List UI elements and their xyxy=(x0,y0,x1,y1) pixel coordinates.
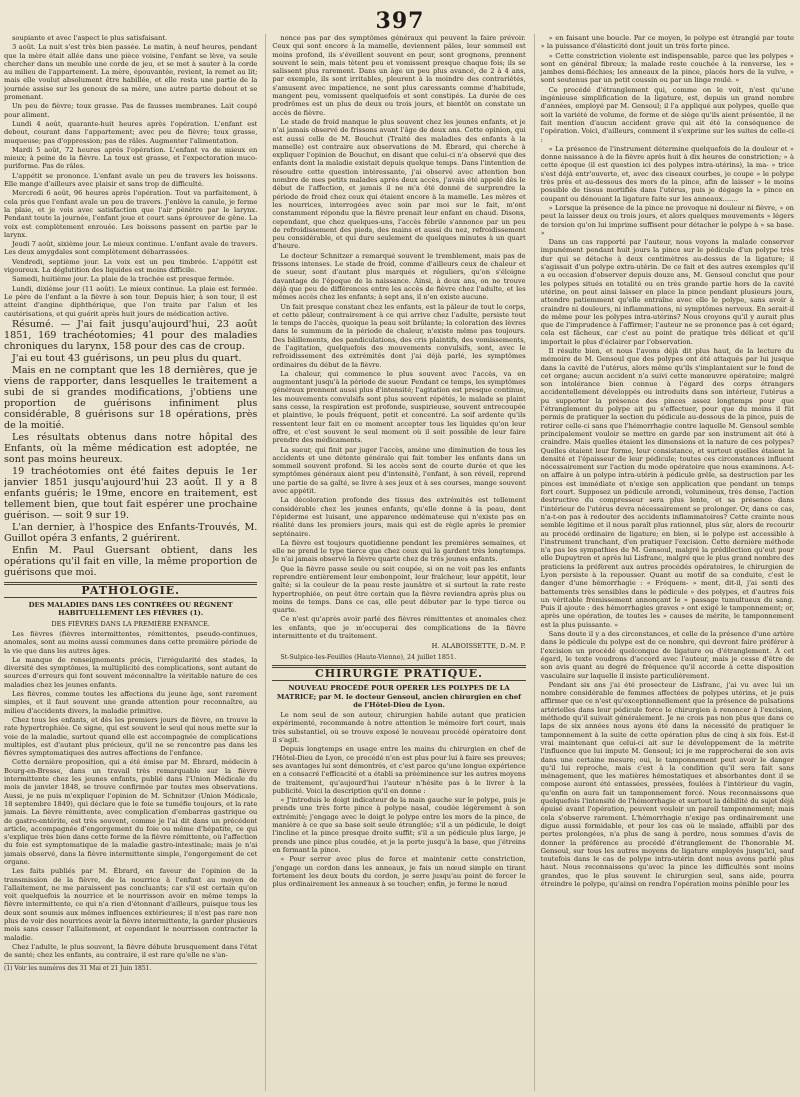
paragraph: La décoloration profonde des tissus des extrémités est tellement considérable chez les jeunes enfants, qu'elle donne à la peau, dont l'épiderme est luisant, une apparence œdémateuse qui n'existe pas en réalité dans les premiers jours, mais qui est de règle après le premier septénaire. xyxy=(272,496,526,538)
paragraph: Sans doute il y a des circonstances, et celle de la présence d'une artère dans le pédicule du polype est de ce nombre, qui devront faire préférer à l'excision un procédé quelconque de ligature ou d'étranglement. À cet égard, le texte voudrons d'accord avec l'auteur, mais je cesse d'être de son avis quant au degré de fréquence qu'il accorde à cette disposition vasculaire sur laquelle il insiste particulièrement. xyxy=(540,630,794,680)
summary-paragraph: Les résultats obtenus dans notre hôpital des Enfants, où la même médication est adoptée, ne sont pas moins heureux. xyxy=(4,431,258,465)
page-number: 397 xyxy=(375,8,425,34)
paragraph: Ce n'est qu'après avoir parlé des fièvres rémittentes et anomales chez les enfants, que je m'occuperai des complications de la fièvre intermittente et du traitement. xyxy=(272,615,526,641)
place-date: St-Sulpice-les-Feuilles (Haute-Vienne), 24 juillet 1851. xyxy=(280,652,457,661)
author-signature: H. ALABOISSETTE, D.-M. P. xyxy=(431,642,526,651)
paragraph: Depuis longtemps en usage entre les mains du chirurgien en chef de l'Hôtel-Dieu de Lyon, ce procédé n'en est plus pour lui à faire ses preuves; ses avantages lui sont démontrés, et c'est parce qu'une longue expérience en a consacré l'efficacité et a établi sa prééminence sur les autres moyens de traitement, qu'aujourd'hui l'auteur n'hésite pas à le livrer à la publicité. Voici la description qu'il en donne : xyxy=(272,745,526,795)
paragraph: 3 août. La nuit s'est très bien passée. Le matin, à neuf heures, pendant que la mère était allée dans une pièce voisine, l'enfant se lève, va seule chercher dans un meuble une corde de jeu, et se met à sauter à la corde au milieu de l'appartement. La mère, épouvantée, revient, la remet au lit; mais elle voulut absolument être habillée, et elle resta une partie de la journée assise sur les genoux de sa mère, une autre partie debout et se promenant. xyxy=(4,43,258,102)
paragraph: Le docteur Schnitzer a remarqué souvent le tremblement, mais pas de frissons intenses. Le stade de froid, comme d'ailleurs ceux de chaleur et de sueur, sont d'autant plus marqués et réguliers, qu'on s'éloigne davantage de l'époque de la naissance. Ainsi, à deux ans, on ne trouve déjà que peu de différences entre les accès de fièvre chez l'adulte, et les mêmes accès chez les enfants; à sept ans, il n'en existe aucune. xyxy=(272,251,526,302)
paragraph: Les faits publiés par M. Ébrard, en faveur de l'opinion de la transmission de la fièvre, de la nourrice à l'enfant au moyen de l'allaitement, ne me paraissent pas concluants; car s'il est certain qu'on voit quelquefois la nourrice et le nourrisson avoir en même temps la fièvre intermittente, ce qui n'a rien d'étonnant d'ailleurs, puisque tous les deux sont soumis aux mêmes influences extérieures; il n'est pas rare non plus de voir des nourrices avoir la fièvre intermittente, la garder plusieurs mois sans cesser l'allaitement, et cependant le nourrisson contracter la maladie. xyxy=(4,867,258,942)
paragraph: Que la fièvre passe seule ou soit coupée, si on ne voit pas les enfants reprendre entièrement leur embonpoint, leur fraîcheur, leur appétit, leur gaîté; si la couleur de la peau reste jaunâtre et si surtout la rate reste hypertrophiée, on peut être certain que la fièvre reviendra après plus ou moins de temps. Dans ce cas, elle peut débuter par le type tierce ou quarte. xyxy=(272,564,526,615)
case-notes xyxy=(4,34,257,318)
column-2 xyxy=(265,34,525,1091)
paragraph: Vendredi, septième jour. La voix est un peu timbrée. L'appétit est vigoureux. La déglutition des liquides est moins difficile. xyxy=(4,257,258,275)
summary-paragraph: L'an dernier, à l'hospice des Enfants-Trouvés, M. Guillot opéra 3 enfants, 2 guérirent. xyxy=(4,521,258,544)
paragraph: Dans un cas rapporté par l'auteur, nous voyons la malade conserver impunément pendant huit jours la pince sur le pédicule d'un polype très dur qui se détache à deux centimètres au-dessus de la ligature; il s'agissait d'un polype extra-utérin. De ce fait et des autres exemples qu'il a eu occasion d'observer depuis douze ans, M. Gensoul conclut que pour les polypes situés en totalité ou en très grande partie hors de la cavité utérine, on peut ainsi laisser en place la pince pendant plusieurs jours, attendre patiemment qu'elle entraîne avec elle le polype, sans avoir à craindre ni douleurs, ni inflammations, ni symptômes nerveux. En serait-il de même pour les polypes intra-utérins? Nous croyons qu'il y aurait plus que de l'imprudence à l'affirmer; l'auteur ne se prononce pas à cet égard; cela est fâcheux, car c'est au point de pratique très délicat et qu'il importait le plus d'éclairer par l'observation. xyxy=(540,238,794,346)
paragraph: Lundi, dixième jour (11 août). Le mieux continue. La plaie est fermée. Le père de l'enfant a la fièvre à son tour. Depuis hier, à son tour, il est atteint d'angine diphthérique, que l'on traite par l'alun et les cautérisations, et qui guérit après huit jours de médication active. xyxy=(4,284,258,318)
summary-paragraph: 19 trachéotomies ont été faites depuis le 1er janvier 1851 jusqu'aujourd'hui 23 août. Il y a 8 enfants guéris; le 19me, encore en traitement, est tellement bien, que tout fait espérer une prochaine guérison. — soit 9 sur 19. xyxy=(4,465,258,521)
paragraph: Jeudi 7 août, sixième jour. Le mieux continue. L'enfant avale de travers. Les deux amygdales sont complètement débarrassées. xyxy=(4,240,258,257)
paragraph: « J'introduis le doigt indicateur de la main gauche sur le polype, puis je prends une très forte pince à polype nasal, coudée légèrement à son extrémité; j'engage avec le doigt le polype entre les mors de la pince, de manière à ce que sa base soit seule étranglée; s'il a un pédicule, le doigt l'incline et la pince presque droite suffit; s'il a un pédicule plus large, je prends une pince plus coudée, et je la porte jusqu'à la base, que j'étreins en fermant la pince. xyxy=(272,796,526,854)
paragraph: Cette dernière proposition, qui a été émise par M. Ébrard, médecin à Bourg-en-Bresse, dans un travail très remarquable sur la fièvre intermittente chez les jeunes enfants, publié dans l'Union Médicale du mois de janvier 1848, se trouve confirmée par toutes mes observations. Aussi, je ne puis m'expliquer l'opinion de M. Schnitzer (Union Médicale, 18 septembre 1849), qui déclare que le foie se tuméfie toujours, et la rate jamais. La fièvre rémittente, avec complication d'embarras gastrique ou de gastro-entérite, est très souvent, comme je l'ai dit dans un précédent article, accompagnée d'engorgement du foie ou même d'hépatite, ce qui s'explique très bien dans cette forme de la fièvre rémittente, où l'affection du foie est symptomatique de la maladie gastro-intestinale; mais je n'ai jamais observé, dans la fièvre intermittente simple, l'engorgement de cet organe. xyxy=(4,758,258,866)
paragraph: Lundi 4 août, quarante-huit heures après l'opération. L'enfant est debout, courant dans l'appartement; avec peu de fièvre; toux grasse, muqueuse; pas d'oppression; pas de râles. Augmenter l'alimentation. xyxy=(4,119,258,145)
summary-paragraph: Mais en ne comptant que les 18 dernières, que je viens de rapporter, dans lesquelles le traitement a subi de si grandes modifications, j'obtiens une proportion de guérisons infiniment plus considérable, 8 guérisons sur 18 opérations, près de la moitié. xyxy=(4,364,258,431)
paragraph: Un fait presque constant chez les enfants, est la pâleur de tout le corps, et cette pâleur, contrairement à ce qui arrive chez l'adulte, persiste tout le temps de l'accès, quoique la peau soit brûlante; la coloration des lèvres dans le summum de la période de chaleur, n'existe même pas toujours. Des bâillements, des pandiculations, des cris plaintifs, des vomissements, de l'agitation, quelquefois des mouvements convulsifs, sont, avec le refroidissement des extrémités dont j'ai déjà parlé, les symptômes ordinaires du début de la fièvre. xyxy=(272,302,526,369)
paragraph: » Cette constriction violente est indispensable, parce que les polypes » sont en général fibreux; la malade reste couchée à la renverse, les » jambes demi-fléchies; les anneaux de la pince, placés hors de la vulve, » sont soutenus par un petit coussin ou par un linge roulé. » xyxy=(540,51,794,85)
paragraph: Il résulte bien, et nous l'avons déjà dit plus haut, de la lecture du mémoire de M. Gensoul que des polypes ont été attaqués par lui jusque dans la cavité de l'utérus, alors même qu'ils s'implantaient sur le fond de cet organe; aucun accident n'a suivi cette manœuvre opératoire; malgré son intolérance bien connue à l'égard des corps étrangers accidentellement développés ou introduits dans son intérieur, l'utérus a pu supporter la présence des pinces assez longtemps pour que l'étranglement du polype ait pu s'effectuer, pour que du moins il fût permis de pratiquer la section du pédicule au-dessous de la pince, puis de retirer celle-ci sans que l'hémorrhagie contre laquelle M. Gensoul semble principalement vouloir se mettre en garde par son instrument ait été à craindre. Mais quelles étaient les dimensions et la nature de ces polypes? Quelles étaient leur forme, leur consistance, et surtout quelles étaient la densité et l'épaisseur de leur pédicule; toutes ces circonstances influent nécessairement sur l'action du mode opératoire que nous examinons. A-t-on affaire à un polype intra-utérin à pédicule grêle, sa destruction par les pinces est immédiate et n'exige son application que pendant un temps fort court. Supposez un pédicule arrondi, volumineux, très dense, l'action destructive du compresseur sera plus lente, et sa présence dans l'intérieur de l'utérus devra nécessairement se prolonger. Or, dans ce cas, n'a-t-on pas à redouter des accidents inflammatoires? Cette crainte nous semble légitime et il nous paraît plus rationnel, plus sûr, alors de recourir au procédé ordinaire de ligature; en bien, si le polype est accessible à l'instrument tranchant, d'en pratiquer l'excision. Cette dernière méthode n'a pas les sympathies de M. Gensoul, malgré la prédilection qu'eut pour elle Dupuytren et après lui Lisfranc, malgré que le plus grand nombre des praticiens la préfèrent aux autres procédés opératoires, le chirurgien de Lyon persiste à la repousser. Quant au motif de sa conduite, c'est le danger d'une hémorrhagie : « Fréquem- » ment, dit-il, j'ai senti des battements très sensibles dans le pédicule » des polypes, et d'autres fois un véritable frémissement annonçant le » passage tumultueux du sang. Puis il ajoute : des hémorrhagies graves » ont exigé le tamponnement; or, après une opération, de toutes les » causes de mérite, le tamponnement est la plus puissante. » xyxy=(540,346,794,629)
paragraph: nonce pas par des symptômes généraux qui peuvent la faire prévoir. Ceux qui sont encore à la mamelle, deviennent pâles, leur sommeil est moins profond, ils s'éveillent souvent en peur, sont grognons, prennent souvent le sein, mais tètent peu et vomissent presque chaque fois; ils se salissent plus rarement. Dans un âge un peu plus avancé, de 2 à 4 ans, par exemple, ils sont irritables, pleurent à la moindre des contrariétés, s'amusent avec impatience, ne sont plus caressants comme d'habitude, mangent peu, vomissent quelquefois et sont constipés. La durée de ces prodrômes est un plus de deux ou trois jours, et bientôt on constate un accès de fièvre. xyxy=(272,34,526,117)
summary-paragraph: Enfin M. Paul Guersant obtient, dans les opérations qu'il fait en ville, la même proportion de guérisons que moi. xyxy=(4,544,258,578)
paragraph: L'appétit se prononce. L'enfant avale un peu de travers les boissons. Elle mange d'ailleurs avec plaisir et sans trop de difficulté. xyxy=(4,171,258,189)
paragraph: La sueur, qui finit par juger l'accès, amène une diminution de tous les accidents et une détente générale qui fait tomber les enfants dans un sommeil souvent profond. Si les accès sont de courte durée et que les symptômes généraux aient peu d'intensité, l'enfant, à son réveil, reprend une partie de sa gaîté, se livre à ses jeux et à ses courses, mange souvent avec appétit. xyxy=(272,445,526,496)
section-subtitle: DES MALADIES DANS LES CONTRÉES OU RÈGNENT HABITUELLEMENT LES FIÈVRES (1). xyxy=(28,601,233,618)
footnote: (1) Voir les numéros des 31 Mai et 21 Juin 1851. xyxy=(4,963,257,973)
paragraph: Mardi 5 août, 72 heures après l'opération. L'enfant va de mieux en mieux; à peine de la fièvre. La toux est grasse, et l'expectoration muco-puriforme. Pas de râles. xyxy=(4,145,258,171)
summary-paragraph: J'ai eu tout 43 guérisons, un peu plus du quart. xyxy=(12,352,242,364)
paragraph: Les fièvres, comme toutes les affections du jeune âge, sont rarement simples, et il faut souvent une grande attention pour reconnaître, au milieu d'accidents divers, la maladie primitive. xyxy=(4,690,258,715)
paragraph: » en faisant une boucle. Par ce moyen, le polype est étranglé par toute » la puissance d'élasticité dont jouit un très forte pince. xyxy=(540,34,794,51)
paragraph: Samedi, huitième jour. La plaie de la trachée est presque fermée. xyxy=(12,275,235,284)
surgery-text xyxy=(272,711,525,888)
column-1 xyxy=(4,34,257,1091)
paragraph: Un peu de fièvre; toux grasse. Pas de fausses membranes. Lait coupé pour aliment. xyxy=(4,102,258,119)
paragraph: Le nom seul de son auteur, chirurgien habile autant que praticien expérimenté, recommande à notre attention le mémoire fort court, mais très substantiel, où se trouve exposé le nouveau procédé opératoire dont il s'agit. xyxy=(272,711,526,745)
section-title-chirurgie: CHIRURGIE PRATIQUE. xyxy=(272,665,525,681)
paragraph: « Pour serrer avec plus de force et maintenir cette constriction, j'engage un cordon dans les anneaux, je fais un nœud simple en tirant fortement les deux bouts du cordon, je serre jusqu'au point de forcer le plus ordinairement les anneaux à se toucher; enfin, je ferme le nœud xyxy=(272,855,526,889)
paragraph: « La présence de l'instrument détermine quelquefois de la douleur et » donne naissance à de la fièvre après huit à dix heures de constriction; » à cette époque (il est question ici des polypes intra-utérins), la ma- » trice s'est déjà entr'ouverte, et, avec des ciseaux courbes, je coupe » le polype très près et au-dessous des mors de la pince, afin de laisser » le moins possible de tissus mortifiés dans l'utérus, puis je dégage la » pince en coupant ou dénouant la ligature faite sur les anneaux……. xyxy=(540,144,794,203)
paragraph: Le stade de froid manque le plus souvent chez les jeunes enfants, et je n'ai jamais observé de frissons avant l'âge de deux ans. Cette opinion, qui est aussi celle de M. Bouchut (Traité des maladies des enfants à la mamelle) est contraire aux observations de M. Ébrard, qui cherche à expliquer l'opinion de Bouchut, en disant que celui-ci n'a observé que des enfants dont la maladie existait depuis quelque temps. Dans l'intention de résoudre cette question intéressante, j'ai observé avec attention bon nombre de mes petits malades après deux accès, j'avais été appelé dès le début de l'affection, et jamais il ne m'a été donné de surprendre la période de froid chez ceux qui étaient encore à la mamelle. Les mères et les nourrices, interrogées avec soin par moi sur le fait, m'ont constamment répondu que la fièvre prenait leur enfant en chaud. Disons, cependant, que chez quelques-uns, l'accès fébrile s'annonce par un peu de refroidissement des pieds, des mains et aussi du nez, refroidissement peu considérable, et qui dure seulement de quelques minutes à un quart d'heure. xyxy=(272,117,526,251)
paragraph: Chez tous les enfants, et dès les premiers jours de fièvre, on trouve la rate hypertrophiée. Ce signe, qui est souvent le seul qui nous mette sur la voie de la maladie, surtout quand elle est accompagnée de complications multiples, est d'autant plus précieux, qu'il ne se rencontre pas dans les fièvres symptomatiques des autres affections de l'enfance. xyxy=(4,715,258,758)
column-3 xyxy=(534,34,794,1091)
paragraph: Pendant six ans j'ai été prosecteur de Lisfranc, j'ai vu avec lui un nombre considérable de femmes affectées de polypes utérins, et je puis affirmer que ce n'est qu'exceptionnellement que la présence de pulsations artérielles dans leur pédicule force le chirurgien à renoncer à l'excision, méthode qu'il suivait généralement. Je ne crois pas non plus que dans ce laps de six années nous ayons été dans la nécessité de pratiquer le tamponnement à la suite de cette opération plus de cinq à six fois. Est-il vrai maintenant que celui-ci ait sur le développement de la métrite l'influence que lui impute M. Gensoul; ici je me rapprocherai de son avis dans une certaine mesure; oui, le tamponnement peut avoir le danger qu'il lui reproche, mais c'est à la condition qu'il sera fait sans ménagement, que les matières hémostatiques et absorbantes dont il se compose auront été entassées, pressées, foulées à l'intérieur du vagin, qu'enfin on aura fait un tamponnement forcé. Nous reconnaissons que quelquefois l'intensité de l'hémorrhagie et surtout la débilité du sujet déjà épuisé avant l'opération, peuvent vouloir un pareil tamponnement; mais cela s'observe rarement. L'hémorrhagie n'exige pas ordinairement une digue aussi formidable, et pour les cas où le malade, affaibli par des pertes prolongées, n'a plus de sang à perdre, nous sommes d'avis de donner la préférence au procédé d'étranglement de l'honorable M. Gensoul, sur tous les autres moyens de ligature employés jusqu'ici, sauf toutefois dans le cas de polype intra-utérin dont nous avons parlé plus haut. Nous reconnaissons qu'avec la pince les difficultés sont moins grandes, que le plus souvent le chirurgien seul, sans aide, pourra étreindre le polype, qu'ainsi on rendra l'opération moins pénible pour les xyxy=(540,680,794,888)
columns xyxy=(4,34,794,1091)
paragraph: La fièvre est toujours quotidienne pendant les premières semaines, et elle ne prend le type tierce que chez ceux qui la gardent très longtemps. Je n'ai jamais observé la fièvre quarte chez de très jeunes enfants. xyxy=(272,538,526,564)
section-title-pathologie: PATHOLOGIE. xyxy=(4,582,257,598)
fever-text xyxy=(272,34,525,640)
paragraph: Chez l'adulte, le plus souvent, la fièvre débute brusquement dans l'état de santé; chez les enfants, au contraire, il est rare qu'elle ne s'an- xyxy=(4,942,258,960)
paragraph: soupiante et avec l'aspect le plus satisfaisant. xyxy=(12,34,168,42)
paragraph: Ce procédé d'étranglement qui, comme on le voit, n'est qu'une ingénieuse simplification de la ligature, est, depuis un grand nombre d'années, employé par M. Gensoul; il l'a appliqué aux polypes, quelle que soit la variété de volume, de forme et de siège qu'ils aient présentée, il ne fait mention d'aucun accident grave qui ait été la conséquence de l'opération. Voici, d'ailleurs, comment il s'exprime sur les suites de celle-ci : xyxy=(540,85,794,144)
paragraph: Mercredi 6 août, 96 heures après l'opération. Tout va parfaitement, à cela près que l'enfant avale un peu de travers. J'enlève la canule, je ferme la plaie, et je vois avec satisfaction que l'air pénètre par le larynx. Pendant toute la journée, l'enfant joue et court sans éprouver de gêne. La voix est complètement enrouée. Les boissons passent en partie par le larynx. xyxy=(4,189,258,239)
paragraph: La chaleur, qui commence le plus souvent avec l'accès, va en augmentant jusqu'à la période de sueur. Pendant ce temps, les symptômes généraux prennent aussi plus d'intensité; l'agitation est presque continue, les mouvements convulsifs sont plus souvent répétés, le malade se plaint sans cesse, la respiration est profonde, suspirieuse, souvent entrecoupée et plaintive, le pouls fréquent, petit et concentré. La soif ardente qu'ils ressentent leur fait en ce moment accepter tous les liquides qu'on leur offre, et c'est souvent le seul moment où il soit possible de leur faire prendre des médicaments. xyxy=(272,369,526,445)
summary-paragraph: Résumé. — J'ai fait jusqu'aujourd'hui, 23 août 1851, 169 trachéotomies; 41 pour des maladies chroniques du larynx, 158 pour des cas de croup. xyxy=(4,318,258,352)
pathology-text xyxy=(4,630,257,960)
paragraph: Le manque de renseignements précis, l'irrégularité des stades, la diversité des symptômes, la multiplicité des complications, sont autant de sources d'erreurs qui font souvent méconnaître la véritable nature de ces maladies chez les jeunes enfants. xyxy=(4,655,258,689)
summary-block xyxy=(4,319,257,578)
section-subsubtitle: DES FIÈVRES DANS LA PREMIÈRE ENFANCE. xyxy=(51,619,210,628)
article-subtitle: NOUVEAU PROCÉDÉ POUR OPÉRER LES POLYPES DE LA MATRICE; par M. le docteur Gensoul, ancien chirurgien en chef de l'Hôtel-Dieu de Lyon. xyxy=(276,684,522,709)
paragraph: » Lorsque la présence de la pince ne provoque ni douleur ni fièvre, » on peut la laisser deux ou trois jours, et alors quelques mouvements » légers de torsion qu'on lui imprime suffisent pour détacher le polype à » sa base. » xyxy=(540,203,794,237)
paragraph: Les fièvres (fièvres intermittentes, rémittentes, pseudo-continues, anomales, sont au moins aussi communes dans cette première période de la vie que dans les autres âges. xyxy=(4,629,258,655)
